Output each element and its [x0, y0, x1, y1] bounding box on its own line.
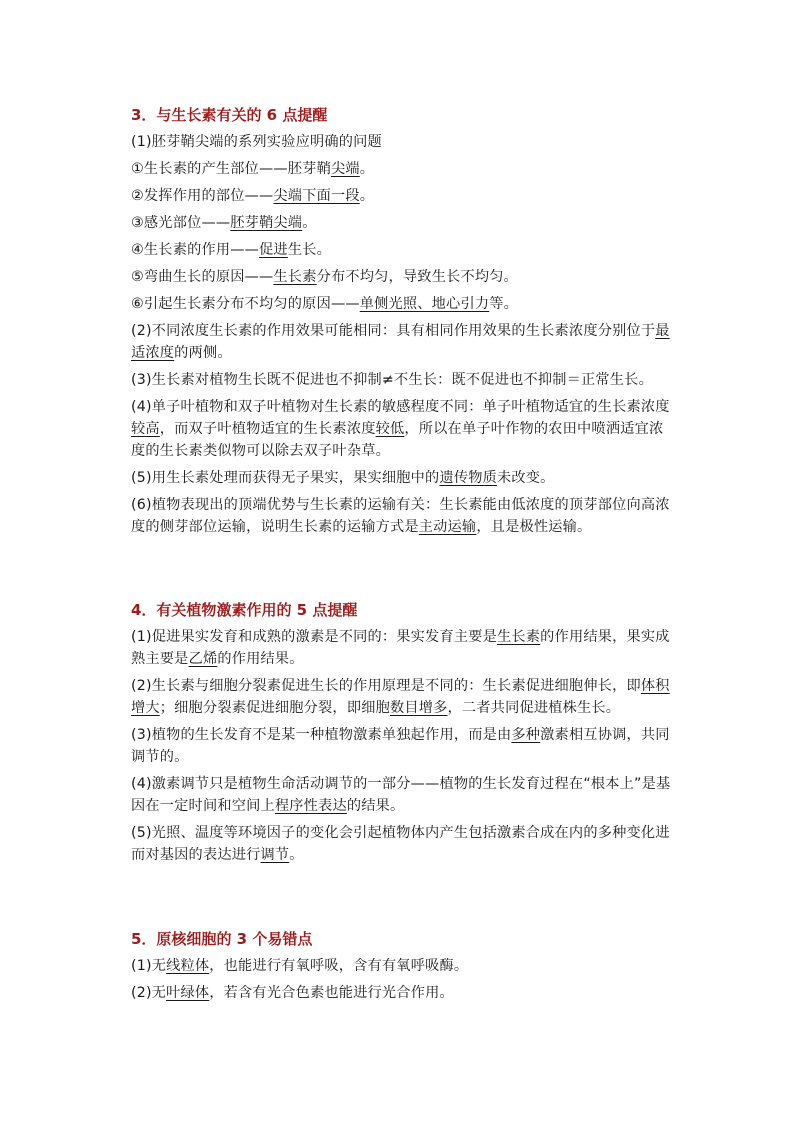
s3-item-6: ⑥引起生长素分布不均匀的原因——单侧光照、地心引力等。 — [131, 296, 519, 312]
section-4-title: 4．有关植物激素作用的 5 点提醒 — [131, 601, 358, 619]
answer-blank: 多种 — [511, 727, 541, 743]
s3-item-3: ③感光部位——胚芽鞘尖端。 — [131, 215, 317, 231]
s3-item-5: ⑤弯曲生长的原因——生长素分布不均匀，导致生长不均匀。 — [131, 269, 519, 285]
s4-para-4: (4)激素调节只是植物生命活动调节的一部分——植物的生长发育过程在“根本上”是基因在一定时间和空间上程序性表达的结果。 — [131, 776, 671, 814]
answer-blank: 叶绿体 — [166, 985, 210, 1001]
section-4 — [131, 599, 671, 871]
answer-blank: 最适浓度 — [131, 323, 670, 361]
s5-para-2: (2)无叶绿体，若含有光合色素也能进行光合作用。 — [131, 985, 454, 1001]
s3-para-5: (5)用生长素处理而获得无子果实，果实细胞中的遗传物质未改变。 — [131, 470, 555, 486]
answer-blank: 主动运输 — [418, 519, 477, 535]
s3-para-2: (2)不同浓度生长素的作用效果可能相同：具有相同作用效果的生长素浓度分别位于最适浓度的两侧。 — [131, 323, 670, 361]
answer-blank: 尖端下面一段 — [273, 188, 360, 204]
s4-para-3: (3)植物的生长发育不是某一种植物激素单独起作用，而是由多种激素相互协调，共同调节的。 — [131, 727, 670, 765]
answer-blank: 胚芽鞘尖端 — [230, 215, 303, 231]
answer-blank: 调节 — [260, 847, 290, 863]
s3-para-1: (1)胚芽鞘尖端的系列实验应明确的问题 — [131, 134, 382, 150]
answer-blank: 尖端 — [330, 161, 360, 177]
answer-blank: 较低 — [375, 421, 405, 437]
s4-para-1: (1)促进果实发育和成熟的激素是不同的：果实发育主要是生长素的作用结果，果实成熟主要是乙烯的作用结果。 — [131, 629, 670, 667]
s3-item-4: ④生长素的作用——促进生长。 — [131, 242, 331, 258]
answer-blank: 生长素 — [273, 269, 317, 285]
section-5 — [131, 928, 671, 1009]
answer-blank: 单侧光照、地心引力 — [359, 296, 490, 312]
s3-para-3: (3)生长素对植物生长既不促进也不抑制≠不生长：既不促进也不抑制＝正常生长。 — [131, 372, 653, 388]
section-5-title: 5．原核细胞的 3 个易错点 — [131, 930, 313, 948]
s3-para-6: (6)植物表现出的顶端优势与生长素的运输有关：生长素能由低浓度的顶芽部位向高浓度的侧芽部位运输，说明生长素的运输方式是主动运输，且是极性运输。 — [131, 497, 670, 535]
answer-blank: 数目增多 — [389, 700, 448, 716]
answer-blank: 程序性表达 — [274, 798, 347, 814]
section-3 — [131, 104, 671, 543]
s3-item-2: ②发挥作用的部位——尖端下面一段。 — [131, 188, 375, 204]
answer-blank: 遗传物质 — [439, 470, 498, 486]
answer-blank: 体积增大 — [131, 678, 670, 716]
answer-blank: 线粒体 — [166, 958, 210, 974]
section-3-title: 3．与生长素有关的 6 点提醒 — [131, 106, 328, 124]
answer-blank: 乙烯 — [188, 651, 218, 667]
s3-para-4: (4)单子叶植物和双子叶植物对生长素的敏感程度不同：单子叶植物适宜的生长素浓度较高，而双子叶植物适宜的生长素浓度较低，所以在单子叶作物的农田中喷洒适宜浓度的生长素类似物可以除去双子叶杂草。 — [131, 399, 670, 459]
answer-blank: 促进 — [259, 242, 288, 258]
s4-para-2: (2)生长素与细胞分裂素促进生长的作用原理是不同的：生长素促进细胞伸长，即体积增大；细胞分裂素促进细胞分裂，即细胞数目增多，二者共同促进植株生长。 — [131, 678, 670, 716]
answer-blank: 生长素 — [497, 629, 541, 645]
s4-para-5: (5)光照、温度等环境因子的变化会引起植物体内产生包括激素合成在内的多种变化进而对基因的表达进行调节。 — [131, 825, 670, 863]
s5-para-1: (1)无线粒体，也能进行有氧呼吸，含有有氧呼吸酶。 — [131, 958, 469, 974]
s3-item-1: ①生长素的产生部位——胚芽鞘尖端。 — [131, 161, 375, 177]
answer-blank: 较高 — [131, 421, 160, 437]
